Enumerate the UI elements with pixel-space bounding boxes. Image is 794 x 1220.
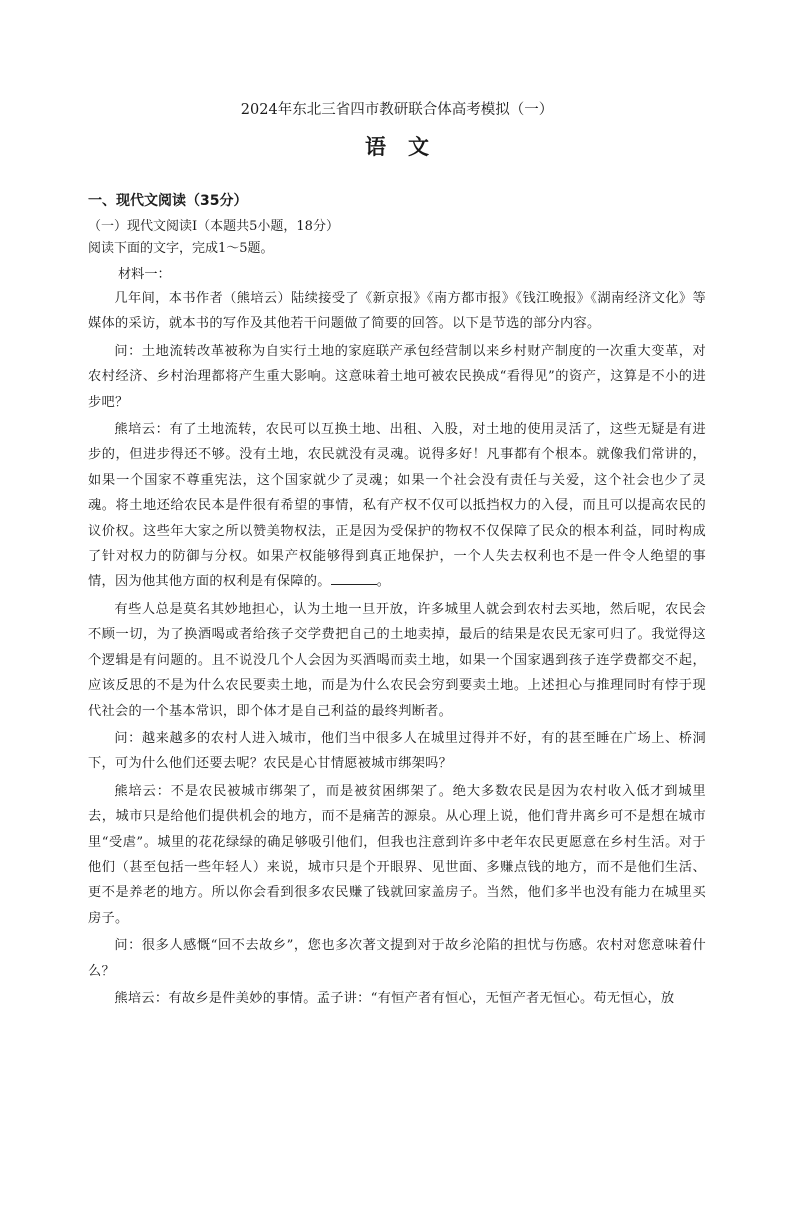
- section-heading: 一、现代文阅读（35分）: [88, 193, 248, 209]
- paragraph-question-1: 问：土地流转改革被称为自实行土地的家庭联产承包经营制以来乡村财产制度的一次重大变革，对农村经济、乡村治理都将产生重大影响。这意味着土地可被农民换成“看得见”的资产，这算是不小的进步吧？: [88, 343, 706, 410]
- exam-page: [0, 98, 794, 1220]
- paragraph-answer-1-cont: 有些人总是莫名其妙地担心，认为土地一旦开放，许多城里人就会到农村去买地，然后呢，农民会不顾一切，为了换酒喝或者给孩子交学费把自己的土地卖掉，最后的结果是农民无家可归了。我觉得这个逻辑是有问题的。且不说没几个人会因为买酒喝而卖土地，如果一个国家遇到孩子连学费都交不起，应该反思的不是为什么农民要卖土地，而是为什么农民会穷到要卖土地。上述担心与推理同时有悖于现代社会的一个基本常识，即个体才是自己利益的最终判断者。: [88, 601, 706, 719]
- paragraph-answer-1-text: 熊培云：有了土地流转，农民可以互换土地、出租、入股，对土地的使用灵活了，这些无疑是有进步的，但进步得还不够。没有土地，农民就没有灵魂。说得多好！凡事都有个根本。就像我们常讲的，如果一个国家不尊重宪法，这个国家就少了灵魂；如果一个社会没有责任与关爱，这个社会也少了灵魂。将土地还给农民本是件很有希望的事情，私有产权不仅可以抵挡权力的入侵，而且可以提高农民的议价权。这些年大家之所以赞美物权法，正是因为受保护的物权不仅保障了民众的根本利益，同时构成了针对权力的防御与分权。如果产权能够得到真正地保护，一个人失去权利也不是一件令人绝望的事情，因为他其他方面的权利是有保障的。: [88, 422, 706, 590]
- reading-instruction: 阅读下面的文字，完成1～5题。: [88, 241, 274, 256]
- article-body: [88, 286, 706, 1011]
- blank-period: 。: [376, 574, 391, 590]
- paragraph-answer-1: [88, 417, 706, 595]
- paragraph-question-2: 问：越来越多的农村人进入城市，他们当中很多人在城里过得并不好，有的甚至睡在广场上、桥洞下，可为什么他们还要去呢？农民是心甘情愿被城市绑架吗？: [88, 730, 706, 772]
- fill-in-blank[interactable]: [331, 570, 377, 585]
- subject-title: 语文: [365, 134, 451, 159]
- exam-title: 2024年东北三省四市教研联合体高考模拟（一）: [240, 102, 554, 118]
- material-label: 材料一：: [118, 267, 171, 282]
- paragraph-answer-2: 熊培云：不是农民被城市绑架了，而是被贫困绑架了。绝大多数农民是因为农村收入低才到城里去，城市只是给他们提供机会的地方，而不是痛苦的源泉。从心理上说，他们背井离乡可不是想在城市里“受虐”。城里的花花绿绿的确足够吸引他们，但我也注意到许多中老年农民更愿意在乡村生活。对于他们（甚至包括一些年轻人）来说，城市只是个开眼界、见世面、多赚点钱的地方，而不是他们生活、更不是养老的地方。所以你会看到很多农民赚了钱就回家盖房子。当然，他们多半也没有能力在城里买房子。: [88, 783, 706, 926]
- subsection-heading: （一）现代文阅读Ⅰ（本题共5小题，18分）: [88, 219, 339, 234]
- paragraph-answer-3: 熊培云：有故乡是件美妙的事情。孟子讲：“有恒产者有恒心，无恒产者无恒心。苟无恒心，放: [114, 990, 675, 1006]
- paragraph-intro: 几年间，本书作者（熊培云）陆续接受了《新京报》《南方都市报》《钱江晚报》《湖南经济文化》等媒体的采访，就本书的写作及其他若干问题做了简要的回答。以下是节选的部分内容。: [88, 291, 706, 332]
- paragraph-question-3: 问：很多人感慨“回不去故乡”，您也多次著文提到对于故乡沦陷的担忧与伤感。农村对您意味着什么？: [88, 938, 706, 979]
